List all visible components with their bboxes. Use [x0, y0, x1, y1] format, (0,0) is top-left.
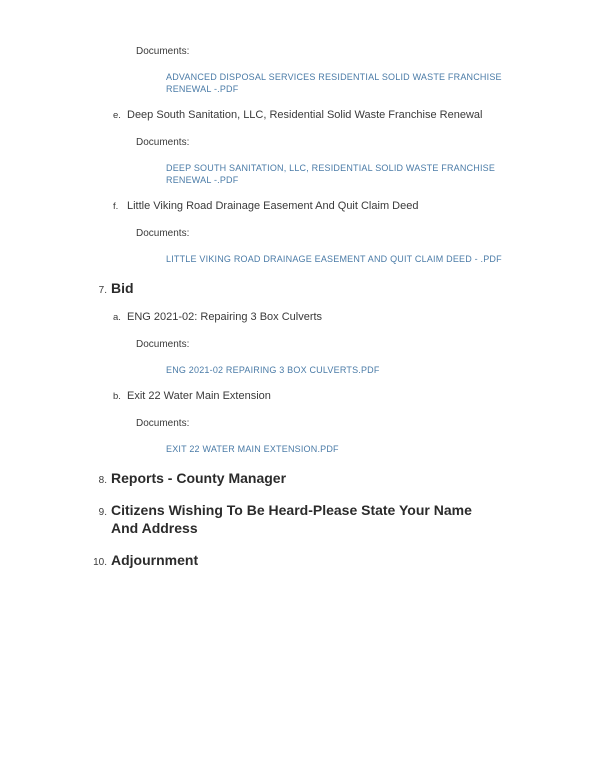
item-letter: b.: [113, 391, 121, 402]
agenda-sub-item-a: [113, 311, 600, 323]
documents-label: Documents:: [136, 46, 190, 57]
section-title: Citizens Wishing To Be Heard-Please State Your Name And Address: [111, 502, 472, 536]
documents-block: [136, 418, 600, 455]
section-heading-bid: [89, 279, 600, 297]
document-link-advanced-disposal-pdf[interactable]: ADVANCED DISPOSAL SERVICES RESIDENTIAL SOLID WASTE FRANCHISE RENEWAL -.PDF: [166, 72, 502, 94]
documents-label: Documents:: [136, 228, 190, 239]
document-link-deep-south-pdf[interactable]: DEEP SOUTH SANITATION, LLC, RESIDENTIAL SOLID WASTE FRANCHISE RENEWAL -.PDF: [166, 163, 496, 185]
section-number: 7.: [98, 285, 107, 296]
document-link-little-viking-pdf[interactable]: LITTLE VIKING ROAD DRAINAGE EASEMENT AND QUIT CLAIM DEED - .PDF: [166, 254, 502, 264]
section-heading-reports: [89, 469, 600, 487]
item-letter: f.: [113, 201, 119, 212]
documents-block: [136, 339, 600, 376]
item-letter: e.: [113, 110, 121, 121]
section-number: 8.: [98, 475, 107, 486]
section-number: 9.: [98, 507, 107, 518]
agenda-sub-item-f: [113, 200, 600, 212]
section-number: 10.: [93, 557, 107, 568]
document-link-eng-2021-02-pdf[interactable]: ENG 2021-02 REPAIRING 3 BOX CULVERTS.PDF: [166, 365, 380, 375]
documents-label: Documents:: [136, 418, 190, 429]
agenda-sub-item-b: [113, 390, 600, 402]
item-title: Exit 22 Water Main Extension: [127, 390, 271, 402]
section-title: Reports - County Manager: [111, 470, 287, 486]
section-heading-citizens: [89, 501, 600, 537]
item-title: ENG 2021-02: Repairing 3 Box Culverts: [127, 311, 323, 323]
item-title: Deep South Sanitation, LLC, Residential Solid Waste Franchise Renewal: [127, 109, 483, 121]
continued-documents-block: [136, 46, 600, 95]
section-title: Adjournment: [111, 552, 199, 568]
documents-label: Documents:: [136, 137, 190, 148]
document-link-exit-22-pdf[interactable]: EXIT 22 WATER MAIN EXTENSION.PDF: [166, 444, 339, 454]
documents-block: [136, 137, 600, 186]
section-heading-adjournment: [89, 551, 600, 569]
agenda-sub-item-e: [113, 109, 600, 121]
documents-block: [136, 228, 600, 265]
item-title: Little Viking Road Drainage Easement And Quit Claim Deed: [127, 200, 419, 212]
documents-label: Documents:: [136, 339, 190, 350]
section-title: Bid: [111, 280, 134, 296]
item-letter: a.: [113, 312, 121, 323]
